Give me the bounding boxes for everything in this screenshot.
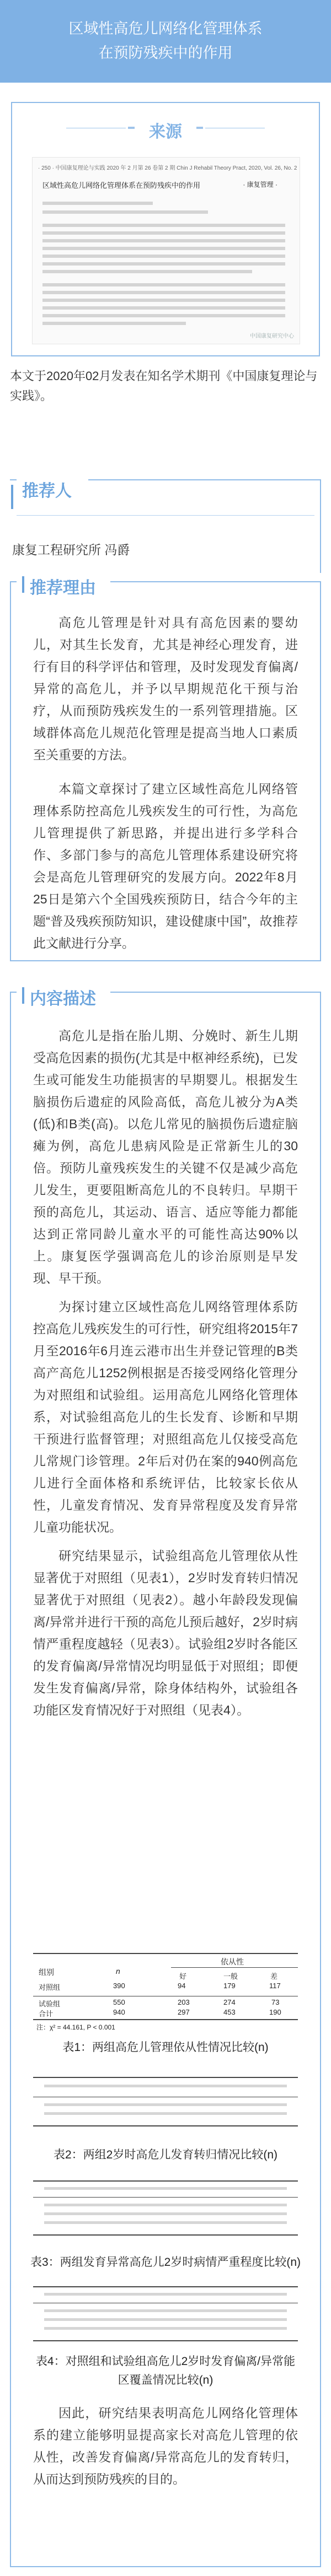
paragraph: 研究结果显示，试验组高危儿管理依从性显著优于对照组（见表1），2岁时发育转归情况显著优于对照组（见表2）。越小年龄段发现偏离/异常并进行干预的高危儿预后越好，2岁时病情严重程度越轻（见表3）。试验组2岁时各能区的发育偏离/异常情况均明显低于对照组；即便发生发育偏离/异常，除身体结构外，试验组各功能区发育情况好于对照组（见表4）。 — [33, 1549, 298, 1717]
text-line — [44, 2112, 287, 2115]
table-cell: 453 — [223, 2008, 236, 2016]
divider — [33, 2077, 298, 2078]
text-line — [44, 2212, 287, 2215]
text-line — [42, 210, 208, 214]
divider — [171, 1967, 298, 1968]
table-cell: 94 — [178, 1982, 186, 1990]
divider — [33, 2234, 298, 2236]
table-cell: 550 — [113, 1998, 125, 2006]
intro-text: 本文于2020年02月发表在知名学术期刊《中国康复理论与实践》。 — [10, 369, 318, 403]
text-line — [44, 2318, 287, 2321]
table-header: 一般 — [223, 1972, 238, 1980]
table-header: 依从性 — [221, 1958, 244, 1967]
table-cell: 73 — [271, 1998, 280, 2006]
text-line — [42, 299, 285, 302]
text-line — [44, 2327, 287, 2330]
text-line — [42, 270, 252, 273]
divider — [33, 2180, 298, 2182]
table-cell: 297 — [178, 2008, 190, 2016]
paragraph: 本篇文章探讨了建立区域性高危儿网络管理体系防控高危儿残疾发生的可行性，为高危儿管理提供了新思路，并提出进行多学科合作、多部门参与的高危儿管理体系建设研究将会是高危儿管理研究的发展方向。2022年8月25日是第六个全国残疾预防日，结合今年的主题“普及残疾预防知识，建设健康中国”，故推荐此文献进行分享。 — [33, 782, 298, 950]
table-3-image — [33, 2180, 298, 2236]
text-line — [44, 2187, 287, 2190]
title-line-2: 在预防残疾中的作用 — [98, 45, 233, 61]
text-line — [42, 291, 285, 294]
paragraph: 因此，研究结果表明高危儿网络化管理体系的建立能够明显提高家长对高危儿管理的依从性，改善发育偏离/异常高危儿的发育转归，从而达到预防残疾的目的。 — [33, 2406, 298, 2486]
reason-label: 推荐理由 — [30, 579, 96, 597]
header-banner — [0, 0, 331, 83]
text-line — [44, 2204, 287, 2206]
table-3-caption: 表3：两组发育异常高危儿2岁时病情严重程度比较(n) — [30, 2256, 301, 2269]
table-cell: 390 — [113, 1982, 125, 1990]
paragraph: 为探讨建立区域性高危儿网络管理体系防控高危儿残疾发生的可行性，研究组将2015年7月至2016年6月连云港市出生并登记管理的B类高产高危儿1252例根据是否接受网络化管理分为对照组和试验组。运用高危儿网络化管理体系，对试验组高危儿的生长发育、诊断和早期干预进行监督管理；对照组高危儿仅接受高危儿常规门诊管理。2年后对仍在案的940例高危儿进行全面体格和系统评估，比较家长依从性，儿童发育情况、发育异常程度及发育异常儿童功能状况。 — [33, 1300, 298, 1534]
divider — [17, 515, 314, 516]
table-header: n — [116, 1967, 120, 1976]
text-line — [44, 2293, 287, 2296]
table-header: 组别 — [39, 1968, 54, 1977]
content-label: 内容描述 — [30, 990, 96, 1008]
table-note: 注：χ² = 44.161, P < 0.001 — [36, 2023, 115, 2031]
divider — [33, 2286, 298, 2287]
table-cell: 190 — [269, 2008, 281, 2016]
divider — [33, 2019, 298, 2020]
recommender-label: 推荐人 — [22, 482, 72, 500]
table-header: 好 — [179, 1972, 187, 1980]
divider — [22, 576, 24, 593]
table-1-caption: 表1：两组高危儿管理依从性情况比较(n) — [62, 2041, 269, 2054]
table-cell: 203 — [178, 1998, 190, 2006]
table-cell: 274 — [223, 1998, 236, 2006]
paper-tag: · 康复管理 · — [243, 181, 277, 188]
divider — [33, 2125, 298, 2126]
paragraph: 高危儿管理是针对具有高危因素的婴幼儿，对其生长发育，尤其是神经心理发育，进行有目的科学评估和管理，及时发现发育偏离/异常的高危儿，并予以早期规范化干预与治疗，从而预防残疾发生的一系列管理措施。区域群体高危儿规范化管理是提高当地人口素质至关重要的方法。 — [33, 615, 298, 762]
text-line — [44, 2103, 287, 2106]
divider — [196, 127, 203, 129]
text-line — [42, 314, 285, 317]
content-body — [33, 1025, 298, 1721]
table-cell: 940 — [113, 2008, 125, 2016]
source-label: 来源 — [149, 123, 182, 141]
text-line — [44, 2085, 287, 2087]
content-conclusion — [33, 2402, 298, 2490]
table-cell: 合计 — [39, 2010, 54, 2018]
text-line — [42, 283, 285, 286]
divider — [128, 127, 135, 129]
paper-title: 区域性高危儿网络化管理体系在预防残疾中的作用 — [42, 182, 201, 190]
table-2-caption: 表2：两组2岁时高危儿发育转归情况比较(n) — [53, 2149, 278, 2161]
text-line — [42, 231, 285, 235]
table-cell: 179 — [223, 1982, 236, 1990]
text-line — [42, 224, 285, 227]
title-line-1: 区域性高危儿网络化管理体系 — [68, 20, 263, 37]
text-line — [44, 2221, 287, 2224]
divider — [33, 2197, 298, 2198]
recommender-name: 康复工程研究所 冯爵 — [12, 543, 130, 557]
paragraph: 高危儿是指在胎儿期、分娩时、新生儿期受高危因素的损伤(尤其是中枢神经系统)，已发生或可能发生功能损害的早期婴儿。根据发生脑损伤后遗症的风险高低，高危儿被分为A类(低)和B类(高)。以危儿常见的脑损伤后遗症脑瘫为例，高危儿患病风险是正常新生儿的30倍。预防儿童残疾发生的关键不仅是减少高危儿发生，更要阻断高危儿的不良转归。早期干预的高危儿，其运动、语言、适应等能力都能达到正常同龄儿童水平的可能性高达90%以上。康复医学强调高危儿的诊治原则是早发现、早干预。 — [33, 1029, 298, 1285]
watermark: 中国康复研究中心 — [250, 333, 294, 339]
text-line — [42, 239, 285, 242]
text-line — [42, 247, 285, 250]
table-2-image — [33, 2077, 298, 2126]
text-line — [44, 2309, 287, 2312]
table-4-caption: 表4：对照组和试验组高危儿2岁时发育偏离/异常能区覆盖情况比较(n) — [35, 2355, 296, 2386]
table-1-image — [33, 1953, 298, 2030]
text-line — [42, 322, 186, 325]
table-header: 差 — [270, 1972, 278, 1980]
table-cell: 试验组 — [39, 2000, 61, 2008]
divider — [22, 987, 24, 1004]
paper-thumbnail[interactable] — [32, 157, 300, 344]
table-cell: 对照组 — [39, 1983, 61, 1991]
text-line — [42, 255, 285, 258]
text-line — [42, 262, 285, 266]
reason-body — [33, 611, 298, 954]
divider — [33, 2340, 298, 2341]
table-cell: 117 — [269, 1982, 281, 1990]
page-title — [55, 17, 276, 65]
divider — [33, 1953, 298, 1954]
table-4-image — [33, 2286, 298, 2341]
text-line — [42, 306, 285, 310]
paper-journal: · 250 · 中国康复理论与实践 2020 年 2 月第 26 卷第 2 期 Chin J Rehabil Theory Pract, 2020, Vol. 26, No. 2 — [38, 165, 297, 171]
divider — [11, 485, 13, 509]
text-line — [42, 202, 153, 205]
